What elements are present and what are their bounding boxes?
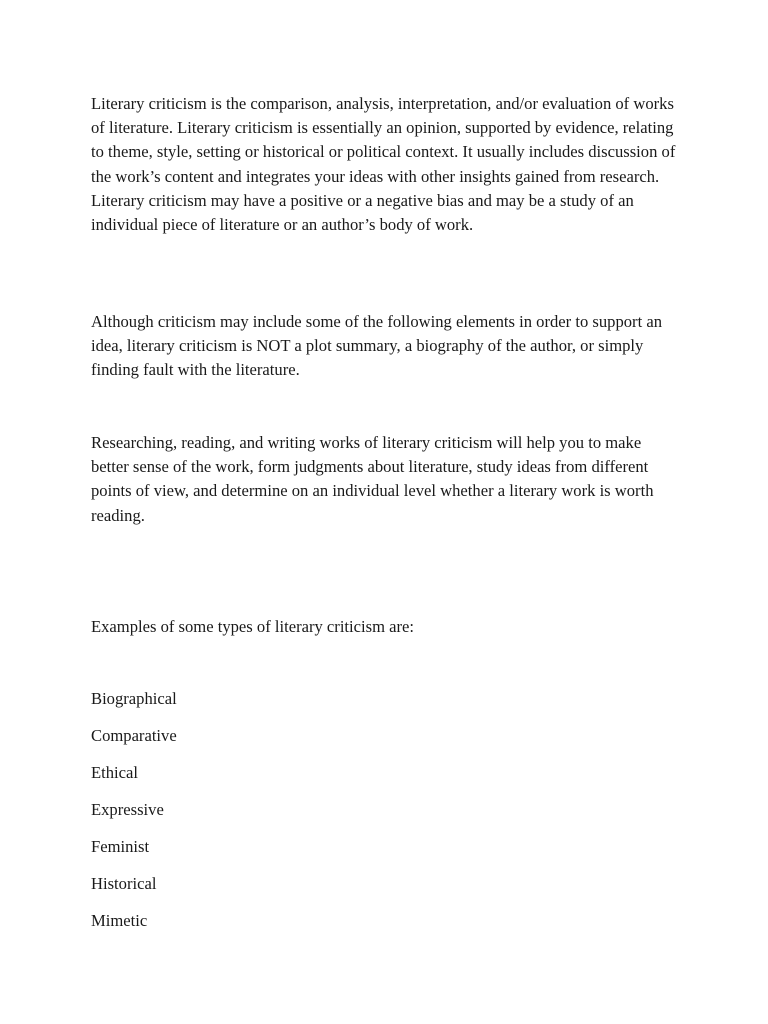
list-item: Feminist xyxy=(91,837,150,856)
criticism-types-list xyxy=(91,687,177,946)
examples-intro-paragraph: Examples of some types of literary criticism are: xyxy=(91,617,415,636)
list-item: Historical xyxy=(91,874,157,893)
list-item: Biographical xyxy=(91,689,177,708)
benefits-paragraph: Researching, reading, and writing works of literary criticism will help you to make better sense of the work, form judgments about literature, study ideas from different points of view, and determine on an individual level whether a literary work is worth reading. xyxy=(91,433,654,525)
list-item: Mimetic xyxy=(91,911,148,930)
list-item: Comparative xyxy=(91,726,177,745)
intro-paragraph: Literary criticism is the comparison, analysis, interpretation, and/or evaluation of works of literature. Literary criticism is essentially an opinion, supported by evidence, relating to theme, style, setting or historical or political context. It usually includes discussion of the work’s content and integrates your ideas with other insights gained from research. Literary criticism may have a positive or a negative bias and may be a study of an individual piece of literature or an author’s body of work. xyxy=(91,94,676,235)
list-item: Expressive xyxy=(91,800,164,819)
not-criticism-paragraph: Although criticism may include some of the following elements in order to support an idea, literary criticism is NOT a plot summary, a biography of the author, or simply finding fault with the literature. xyxy=(91,312,662,380)
list-item: Ethical xyxy=(91,763,138,782)
